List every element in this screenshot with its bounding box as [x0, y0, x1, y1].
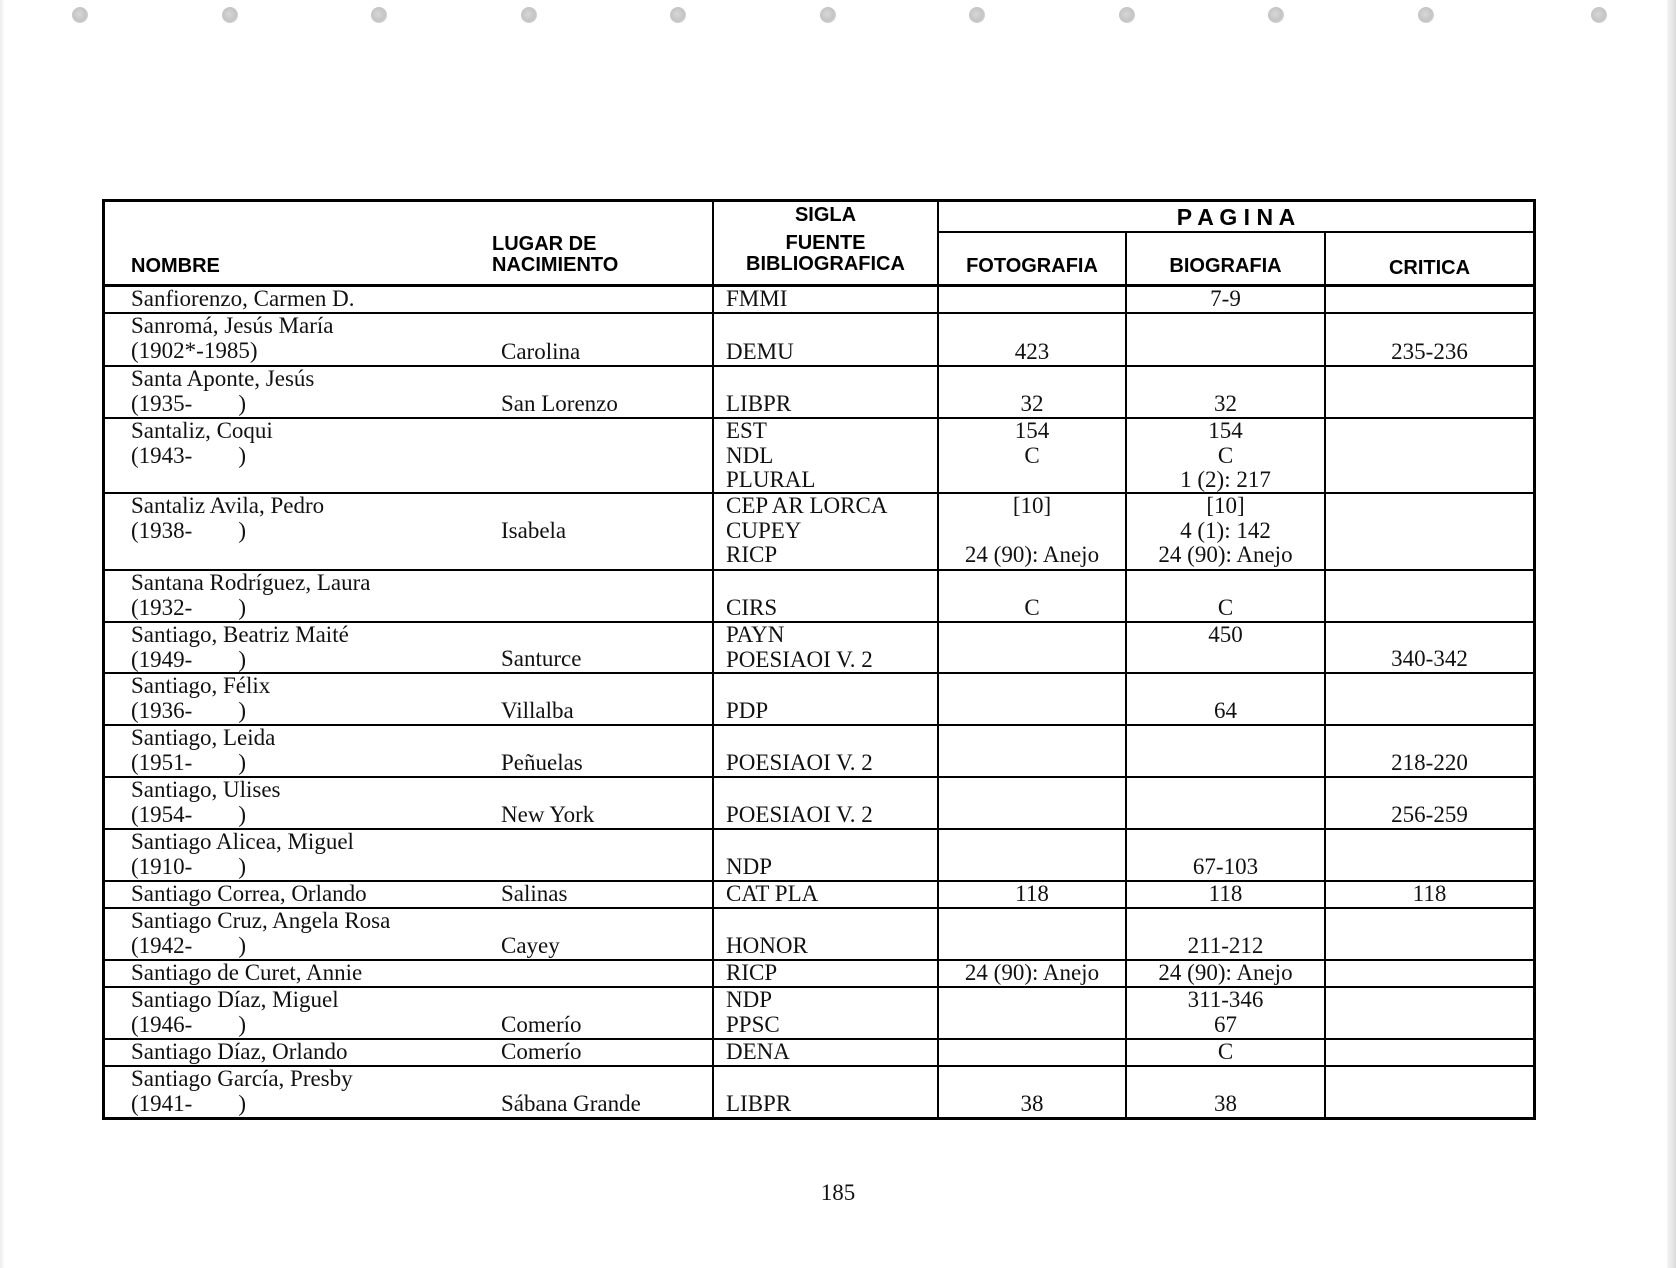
table-row	[105, 494, 1533, 571]
cell-sigla: PDP	[712, 674, 937, 724]
cell-sigla: CEP AR LORCA CUPEY RICP	[712, 494, 937, 569]
cell-biografia: C	[1125, 1040, 1324, 1065]
cell-biografia: 311-346 67	[1125, 988, 1324, 1038]
table-row	[105, 287, 1533, 314]
cell-critica	[1324, 961, 1533, 986]
cell-lugar	[475, 571, 712, 621]
cell-critica	[1324, 367, 1533, 417]
cell-nombre: Santiago Díaz, Orlando	[131, 1038, 348, 1064]
binder-hole	[1591, 7, 1607, 23]
cell-lugar: New York	[501, 801, 595, 827]
cell-sigla: DEMU	[712, 314, 937, 365]
header-biografia: BIOGRAFIA	[1169, 255, 1282, 277]
binder-hole	[820, 7, 836, 23]
cell-biografia: 118	[1125, 882, 1324, 907]
cell-lugar	[475, 961, 712, 986]
cell-lugar: Villalba	[501, 697, 574, 723]
cell-nombre: Santiago de Curet, Annie	[131, 959, 363, 985]
cell-lugar: Isabela	[501, 518, 567, 543]
binder-hole	[371, 7, 387, 23]
cell-sigla: HONOR	[712, 909, 937, 959]
cell-biografia: 32	[1125, 367, 1324, 417]
binder-hole	[1268, 7, 1284, 23]
cell-nombre: Santa Aponte, Jesús (1935- )	[131, 366, 315, 416]
cell-lugar: Cayey	[501, 932, 560, 958]
page-right-edge	[1667, 0, 1676, 1268]
header-pagina: P A G I N A	[1176, 204, 1296, 230]
cell-critica	[1324, 419, 1533, 492]
cell-critica	[1324, 287, 1533, 312]
cell-lugar: Peñuelas	[501, 749, 583, 775]
table-row	[105, 571, 1533, 623]
cell-nombre: Santiago, Félix (1936- )	[131, 673, 271, 723]
page-number: 185	[820, 1180, 856, 1205]
cell-fotografia	[937, 1040, 1125, 1065]
cell-biografia	[1125, 314, 1324, 365]
cell-critica	[1324, 674, 1533, 724]
cell-nombre: Santiago Alicea, Miguel (1910- )	[131, 829, 354, 879]
table-row	[105, 726, 1533, 778]
header-critica: CRITICA	[1388, 257, 1471, 279]
header-fotografia: FOTOGRAFIA	[966, 255, 1098, 277]
binder-holes	[0, 0, 1676, 40]
cell-nombre: Santiago Díaz, Miguel (1946- )	[131, 987, 339, 1037]
table-row	[105, 1040, 1533, 1067]
binder-hole	[1119, 7, 1135, 23]
cell-sigla: CIRS	[712, 571, 937, 621]
binder-hole	[670, 7, 686, 23]
header-sigla-line3: BIBLIOGRAFICA	[746, 253, 905, 275]
header-nombre: NOMBRE	[131, 255, 220, 277]
bibliography-table	[102, 199, 1536, 1120]
cell-critica	[1324, 830, 1533, 880]
cell-critica: 340-342	[1324, 623, 1533, 672]
cell-lugar: Sábana Grande	[501, 1090, 641, 1116]
cell-nombre: Sanromá, Jesús María (1902*-1985)	[131, 313, 334, 363]
cell-lugar	[475, 419, 712, 492]
cell-biografia: 38	[1125, 1067, 1324, 1117]
table-row	[105, 314, 1533, 367]
table-body	[105, 287, 1533, 1117]
cell-nombre: Santiago, Ulises (1954- )	[131, 777, 281, 827]
header-pagina-divider	[937, 231, 1533, 233]
binder-hole	[521, 7, 537, 23]
cell-fotografia: [10] 24 (90): Anejo	[937, 494, 1125, 569]
cell-sigla: NDP	[712, 830, 937, 880]
cell-fotografia	[937, 909, 1125, 959]
cell-nombre: Santiago, Leida (1951- )	[131, 725, 276, 775]
header-lugar-line1: LUGAR DE	[492, 233, 597, 255]
cell-biografia	[1125, 778, 1324, 828]
header-sigla-line2: FUENTE	[785, 232, 866, 254]
cell-biografia: 24 (90): Anejo	[1125, 961, 1324, 986]
cell-critica	[1324, 1040, 1533, 1065]
cell-fotografia: 154 C	[937, 419, 1125, 492]
cell-sigla: LIBPR	[712, 367, 937, 417]
cell-nombre: Santiago Correa, Orlando	[131, 880, 367, 906]
cell-biografia: 67-103	[1125, 830, 1324, 880]
header-sigla-line1: SIGLA	[794, 204, 857, 226]
cell-fotografia	[937, 988, 1125, 1038]
cell-lugar	[475, 830, 712, 880]
table-row	[105, 988, 1533, 1040]
cell-fotografia	[937, 830, 1125, 880]
cell-fotografia: 38	[937, 1067, 1125, 1117]
cell-fotografia: 423	[937, 314, 1125, 365]
cell-sigla: EST NDL PLURAL	[712, 419, 937, 492]
cell-sigla: POESIAOI V. 2	[712, 726, 937, 776]
cell-critica: 118	[1324, 882, 1533, 907]
cell-lugar: Comerío	[501, 1038, 582, 1064]
cell-fotografia: 118	[937, 882, 1125, 907]
table-header	[105, 202, 1533, 287]
cell-fotografia: C	[937, 571, 1125, 621]
cell-critica	[1324, 909, 1533, 959]
binder-hole	[222, 7, 238, 23]
cell-sigla: CAT PLA	[712, 882, 937, 907]
binder-hole	[969, 7, 985, 23]
cell-lugar: Carolina	[501, 338, 581, 364]
binder-hole	[72, 7, 88, 23]
table-row	[105, 1067, 1533, 1117]
cell-lugar: Santurce	[501, 645, 582, 671]
table-row	[105, 830, 1533, 882]
cell-nombre: Santana Rodríguez, Laura (1932- )	[131, 570, 371, 620]
cell-sigla: FMMI	[712, 287, 937, 312]
cell-lugar: San Lorenzo	[501, 390, 618, 416]
cell-nombre: Sanfiorenzo, Carmen D.	[131, 285, 355, 311]
cell-sigla: PAYN POESIAOI V. 2	[712, 623, 937, 672]
header-lugar-line2: NACIMIENTO	[492, 254, 619, 276]
cell-biografia: C	[1125, 571, 1324, 621]
table-row	[105, 909, 1533, 961]
binder-hole	[1418, 7, 1434, 23]
cell-nombre: Santaliz, Coqui (1943- )	[131, 418, 273, 468]
table-row	[105, 778, 1533, 830]
cell-critica	[1324, 1067, 1533, 1117]
cell-critica: 235-236	[1324, 314, 1533, 365]
cell-nombre: Santiago, Beatriz Maité (1949- )	[131, 622, 349, 672]
cell-biografia: 154 C 1 (2): 217	[1125, 419, 1324, 492]
cell-critica: 218-220	[1324, 726, 1533, 776]
cell-nombre: Santaliz Avila, Pedro (1938- )	[131, 493, 325, 543]
table-row	[105, 961, 1533, 988]
cell-lugar: Comerío	[501, 1011, 582, 1037]
cell-biografia: [10] 4 (1): 142 24 (90): Anejo	[1125, 494, 1324, 569]
cell-fotografia	[937, 778, 1125, 828]
table-row	[105, 882, 1533, 909]
cell-biografia: 211-212	[1125, 909, 1324, 959]
table-row	[105, 674, 1533, 726]
table-row	[105, 623, 1533, 674]
cell-fotografia: 32	[937, 367, 1125, 417]
cell-critica	[1324, 988, 1533, 1038]
cell-sigla: LIBPR	[712, 1067, 937, 1117]
cell-fotografia	[937, 623, 1125, 672]
cell-sigla: POESIAOI V. 2	[712, 778, 937, 828]
cell-nombre: Santiago García, Presby (1941- )	[131, 1066, 353, 1116]
cell-critica	[1324, 571, 1533, 621]
cell-biografia: 64	[1125, 674, 1324, 724]
table-row	[105, 367, 1533, 419]
cell-sigla: RICP	[712, 961, 937, 986]
cell-fotografia	[937, 674, 1125, 724]
cell-biografia: 450	[1125, 623, 1324, 672]
cell-biografia	[1125, 726, 1324, 776]
cell-biografia: 7-9	[1125, 287, 1324, 312]
page-left-edge	[0, 0, 5, 1268]
cell-critica	[1324, 494, 1533, 569]
cell-fotografia	[937, 726, 1125, 776]
cell-lugar: Salinas	[501, 880, 568, 906]
cell-sigla: NDP PPSC	[712, 988, 937, 1038]
cell-fotografia: 24 (90): Anejo	[937, 961, 1125, 986]
cell-critica: 256-259	[1324, 778, 1533, 828]
cell-sigla: DENA	[712, 1040, 937, 1065]
table-row	[105, 419, 1533, 494]
cell-lugar	[475, 287, 712, 312]
cell-nombre: Santiago Cruz, Angela Rosa (1942- )	[131, 908, 391, 958]
cell-fotografia	[937, 287, 1125, 312]
